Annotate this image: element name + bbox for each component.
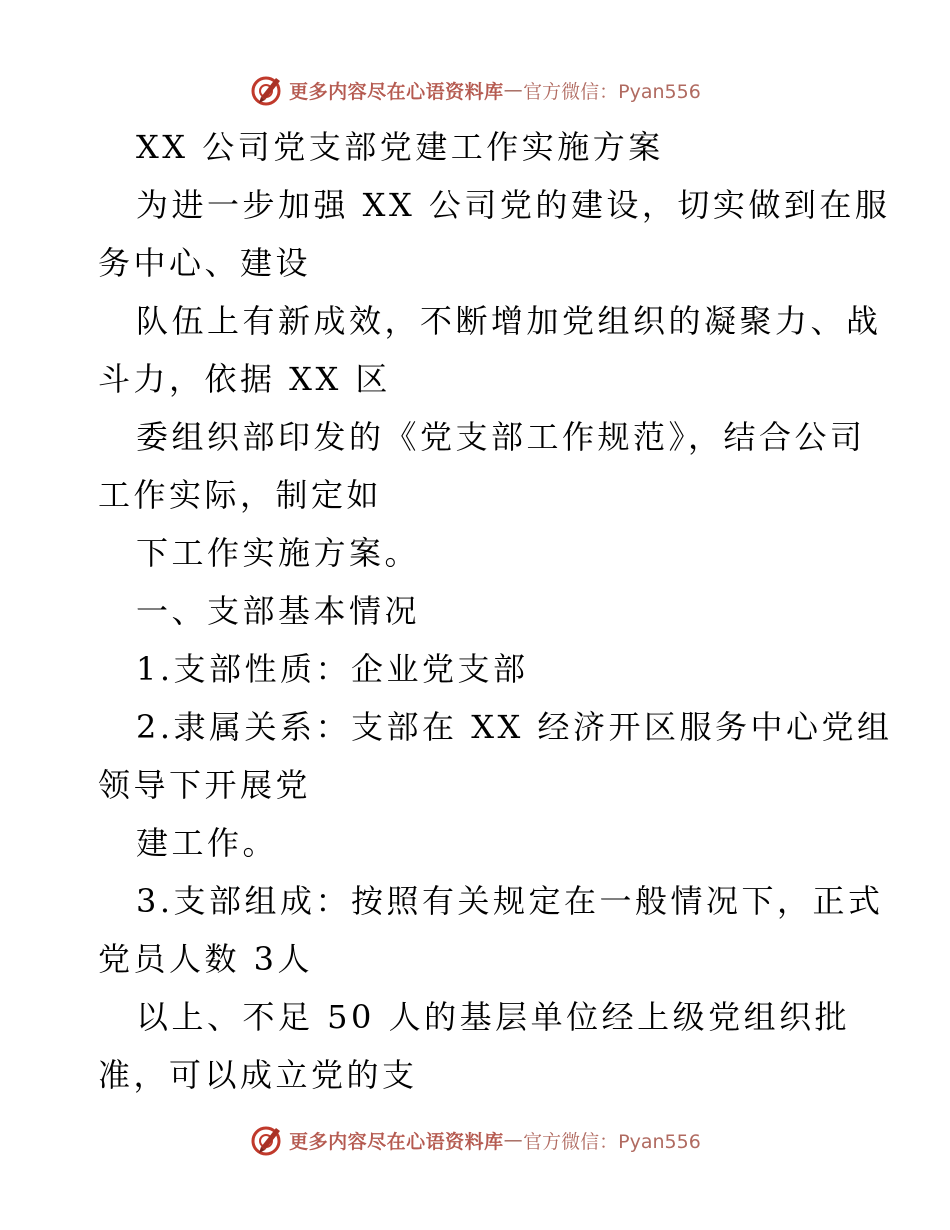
paragraph-line: 领导下开展党 [98, 766, 312, 804]
watermark-main-text: 更多内容尽在心语资料库 [289, 1130, 504, 1153]
watermark-header [0, 70, 950, 110]
watermark-wechat-text: 官方微信：Pyan556 [523, 1130, 701, 1153]
section-heading: 一、支部基本情况 [136, 592, 421, 630]
paragraph-line: 工作实际，制定如 [98, 476, 383, 514]
paragraph-line: 党员人数 3人 [98, 940, 314, 978]
list-item: 3.支部组成：按照有关规定在一般情况下，正式 [136, 882, 884, 920]
paragraph-line: 务中心、建设 [98, 244, 312, 282]
watermark-footer [0, 1120, 950, 1160]
paragraph-line: 准，可以成立党的支 [98, 1056, 418, 1094]
paragraph-line: 斗力，依据 XX 区 [98, 360, 391, 398]
document-title: XX 公司党支部党建工作实施方案 [136, 128, 664, 166]
list-item: 2.隶属关系：支部在 XX 经济开区服务中心党组 [136, 708, 893, 746]
watermark-wechat-text: 官方微信：Pyan556 [523, 80, 701, 103]
watermark-separator: — [503, 79, 524, 101]
paragraph-line: 建工作。 [136, 824, 279, 862]
paragraph-line: 为进一步加强 XX 公司党的建设，切实做到在服 [136, 186, 891, 224]
watermark-separator: — [503, 1129, 524, 1151]
paragraph-line: 以上、不足 50 人的基层单位经上级党组织批 [136, 998, 851, 1036]
pen-logo-icon [249, 72, 285, 108]
watermark-main-text: 更多内容尽在心语资料库 [289, 80, 504, 103]
list-item: 1.支部性质：企业党支部 [136, 650, 529, 688]
pen-logo-icon [249, 1122, 285, 1158]
paragraph-line: 下工作实施方案。 [136, 534, 421, 572]
paragraph-line: 队伍上有新成效，不断增加党组织的凝聚力、战 [136, 302, 882, 340]
document-body [98, 118, 893, 1104]
paragraph-line: 委组织部印发的《党支部工作规范》，结合公司 [136, 418, 866, 456]
